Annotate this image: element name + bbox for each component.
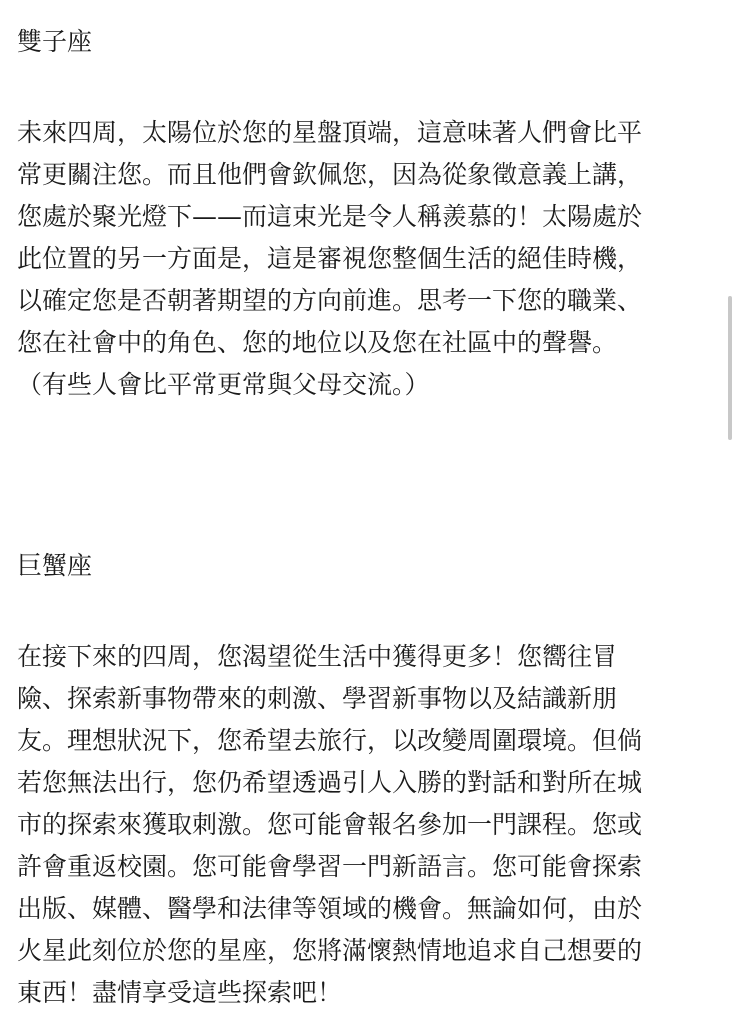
paragraph-line: 您在社會中的角色、您的地位以及您在社區中的聲譽。 xyxy=(17,328,618,357)
paragraph-line: 若您無法出行，您仍希望透過引人入勝的對話和對所在城 xyxy=(17,768,643,797)
paragraph-line: 您處於聚光燈下——而這束光是令人稱羨慕的！太陽處於 xyxy=(17,202,643,231)
paragraph-line: 常更關注您。而且他們會欽佩您，因為從象徵意義上講， xyxy=(17,160,643,189)
paragraph-line: 市的探索來獲取刺激。您可能會報名參加一門課程。您或 xyxy=(17,810,643,839)
section-paragraph-gemini xyxy=(17,112,729,406)
section-heading-cancer: 巨蟹座 xyxy=(17,551,93,580)
paragraph-line: 友。理想狀況下，您希望去旅行，以改變周圍環境。但倘 xyxy=(17,726,643,755)
paragraph-line: 險、探索新事物帶來的刺激、學習新事物以及結識新朋 xyxy=(17,684,618,713)
paragraph-line: 此位置的另一方面是，這是審視您整個生活的絕佳時機， xyxy=(17,244,643,273)
paragraph-line: （有些人會比平常更常與父母交流。） xyxy=(17,370,430,399)
paragraph-line: 未來四周，太陽位於您的星盤頂端，這意味著人們會比平 xyxy=(17,118,643,147)
paragraph-line: 許會重返校園。您可能會學習一門新語言。您可能會探索 xyxy=(17,852,643,881)
scrollbar-thumb[interactable] xyxy=(728,296,732,440)
section-heading-gemini: 雙子座 xyxy=(17,27,93,56)
paragraph-line: 在接下來的四周，您渴望從生活中獲得更多！您嚮往冒 xyxy=(17,642,618,671)
paragraph-line: 出版、媒體、醫學和法律等領域的機會。無論如何，由於 xyxy=(17,894,643,923)
paragraph-line: 東西！盡情享受這些探索吧！ xyxy=(17,978,343,1007)
paragraph-line: 火星此刻位於您的星座，您將滿懷熱情地追求自己想要的 xyxy=(17,936,643,965)
paragraph-line: 以確定您是否朝著期望的方向前進。思考一下您的職業、 xyxy=(17,286,643,315)
section-paragraph-cancer xyxy=(17,636,729,1014)
